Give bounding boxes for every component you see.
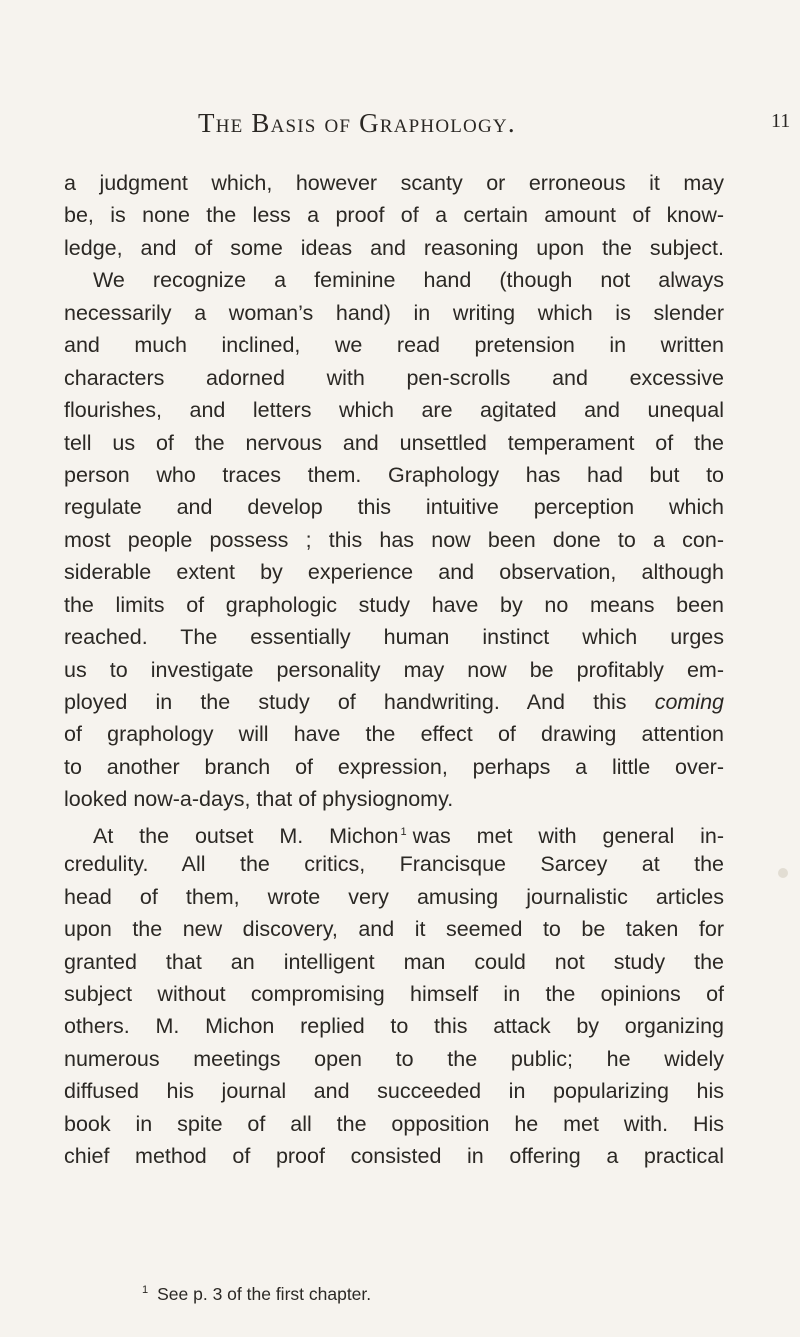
text-line: person who traces them. Graphology has had but to: [64, 462, 724, 487]
footnote: [142, 1284, 371, 1305]
line-text: ployed in the study of handwriting. And this: [64, 690, 627, 714]
text-line: We recognize a feminine hand (though not always: [93, 268, 724, 293]
text-line: to another branch of expression, perhaps a little over-: [64, 754, 724, 779]
text-line: granted that an intelligent man could not study the: [64, 949, 724, 974]
text-line: book in spite of all the opposition he met with. His: [64, 1111, 724, 1136]
paper-smudge: [778, 868, 788, 878]
text-line: tell us of the nervous and unsettled temperament of the: [64, 430, 724, 455]
text-line: and much inclined, we read pretension in written: [64, 333, 724, 358]
text-line: subject without compromising himself in the opinions of: [64, 981, 724, 1006]
italic-word: coming: [654, 690, 724, 714]
body-text: [64, 167, 724, 1173]
text-line: most people possess ; this has now been done to a con-: [64, 527, 724, 552]
text-line: siderable extent by experience and observation, although: [64, 560, 724, 585]
running-head: [0, 108, 800, 148]
text-line: characters adorned with pen-scrolls and excessive: [64, 365, 724, 390]
text-line: the limits of graphologic study have by no means been: [64, 592, 724, 617]
text-line: credulity. All the critics, Francisque Sarcey at the: [64, 852, 724, 877]
line-text: At the outset M. Michon: [93, 823, 399, 848]
text-line: necessarily a woman’s hand) in writing which is slender: [64, 300, 724, 325]
text-line: chief method of proof consisted in offering a practical: [64, 1144, 724, 1169]
text-line: be, is none the less a proof of a certain amount of know-: [64, 203, 724, 228]
text-line: looked now-a-days, that of physiognomy.: [64, 787, 454, 812]
text-line-with-footnote-ref: [64, 816, 724, 848]
running-title: The Basis of Graphology.: [198, 108, 516, 138]
footnote-ref: 1: [400, 825, 407, 838]
text-line: a judgment which, however scanty or erroneous it may: [64, 171, 724, 195]
text-line-with-italic: [64, 686, 724, 718]
text-line: numerous meetings open to the public; he widely: [64, 1046, 724, 1071]
text-line: others. M. Michon replied to this attack by organizing: [64, 1014, 724, 1039]
text-line: us to investigate personality may now be profitably em-: [64, 657, 724, 682]
footnote-mark: 1: [142, 1284, 149, 1297]
text-line: flourishes, and letters which are agitated and unequal: [64, 398, 724, 423]
text-line: head of them, wrote very amusing journalistic articles: [64, 884, 724, 909]
text-line: regulate and develop this intuitive perception which: [64, 495, 724, 520]
line-text: was met with general in-: [412, 823, 724, 848]
page-number: 11: [771, 110, 791, 132]
footnote-text: See p. 3 of the first chapter.: [157, 1284, 372, 1304]
text-line: upon the new discovery, and it seemed to be taken for: [64, 917, 724, 942]
text-line: diffused his journal and succeeded in popularizing his: [64, 1079, 724, 1104]
text-line: of graphology will have the effect of drawing attention: [64, 722, 724, 747]
text-line: ledge, and of some ideas and reasoning upon the subject.: [64, 235, 724, 260]
text-line: reached. The essentially human instinct which urges: [64, 625, 724, 650]
